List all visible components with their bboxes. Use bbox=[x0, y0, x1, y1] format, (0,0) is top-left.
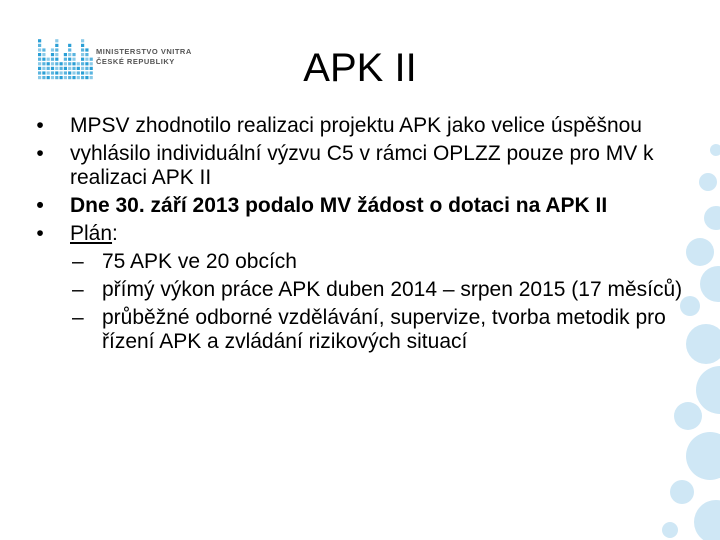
bullet-item bbox=[30, 194, 690, 218]
logo-text-line2: ČESKÉ REPUBLIKY bbox=[96, 57, 175, 66]
sub-bullet-item bbox=[70, 278, 690, 302]
decorative-circle bbox=[699, 173, 717, 191]
decorative-circle bbox=[704, 206, 720, 230]
decorative-circle bbox=[670, 480, 694, 504]
bullet-dot: • bbox=[36, 142, 44, 165]
sub-bullet-text: průběžné odborné vzdělávání, supervize, tvorba metodik pro řízení APK a zvládání rizikových situací bbox=[102, 306, 666, 353]
bullet-list bbox=[30, 114, 690, 354]
logo-dot bbox=[81, 39, 84, 42]
decorative-circle bbox=[696, 366, 720, 414]
decorative-circle bbox=[662, 522, 678, 538]
bullet-text: MPSV zhodnotilo realizaci projektu APK jako velice úspěšnou bbox=[70, 114, 642, 137]
sub-bullet-item bbox=[70, 306, 690, 354]
decorative-circle bbox=[694, 500, 720, 540]
sub-bullet-text: 75 APK ve 20 obcích bbox=[102, 250, 297, 273]
logo-dot bbox=[55, 39, 58, 42]
plan-colon: : bbox=[112, 222, 118, 245]
sub-bullet-list bbox=[70, 250, 690, 354]
decorative-circle bbox=[700, 266, 720, 302]
decorative-circle bbox=[686, 324, 720, 364]
bullet-item bbox=[30, 222, 690, 354]
bullet-dot: • bbox=[36, 114, 44, 137]
sub-bullet-item bbox=[70, 250, 690, 274]
bullet-dot: • bbox=[36, 222, 44, 245]
bullet-item bbox=[30, 114, 690, 138]
bullet-dot: • bbox=[36, 194, 44, 217]
sub-bullet-dash: – bbox=[72, 250, 84, 273]
plan-label: Plán bbox=[70, 222, 113, 245]
bullet-text: vyhlásilo individuální výzvu C5 v rámci OPLZZ pouze pro MV k realizaci APK II bbox=[70, 142, 654, 189]
sub-bullet-dash: – bbox=[72, 278, 84, 301]
slide-body bbox=[30, 114, 690, 358]
slide-title-text: APK II bbox=[303, 46, 417, 90]
slide-title bbox=[0, 44, 720, 92]
decorative-circle bbox=[674, 402, 702, 430]
bullet-text: Dne 30. září 2013 podalo MV žádost o dotaci na APK II bbox=[70, 194, 608, 217]
decorative-circle bbox=[686, 432, 720, 480]
logo-dot bbox=[38, 39, 41, 42]
logo-text-line1: MINISTERSTVO VNITRA bbox=[96, 47, 192, 56]
decorative-circle bbox=[710, 144, 720, 156]
sub-bullet-dash: – bbox=[72, 306, 84, 329]
bullet-item bbox=[30, 142, 690, 190]
decorative-circle bbox=[686, 238, 714, 266]
sub-bullet-text: přímý výkon práce APK duben 2014 – srpen 2015 (17 měsíců) bbox=[102, 278, 683, 301]
